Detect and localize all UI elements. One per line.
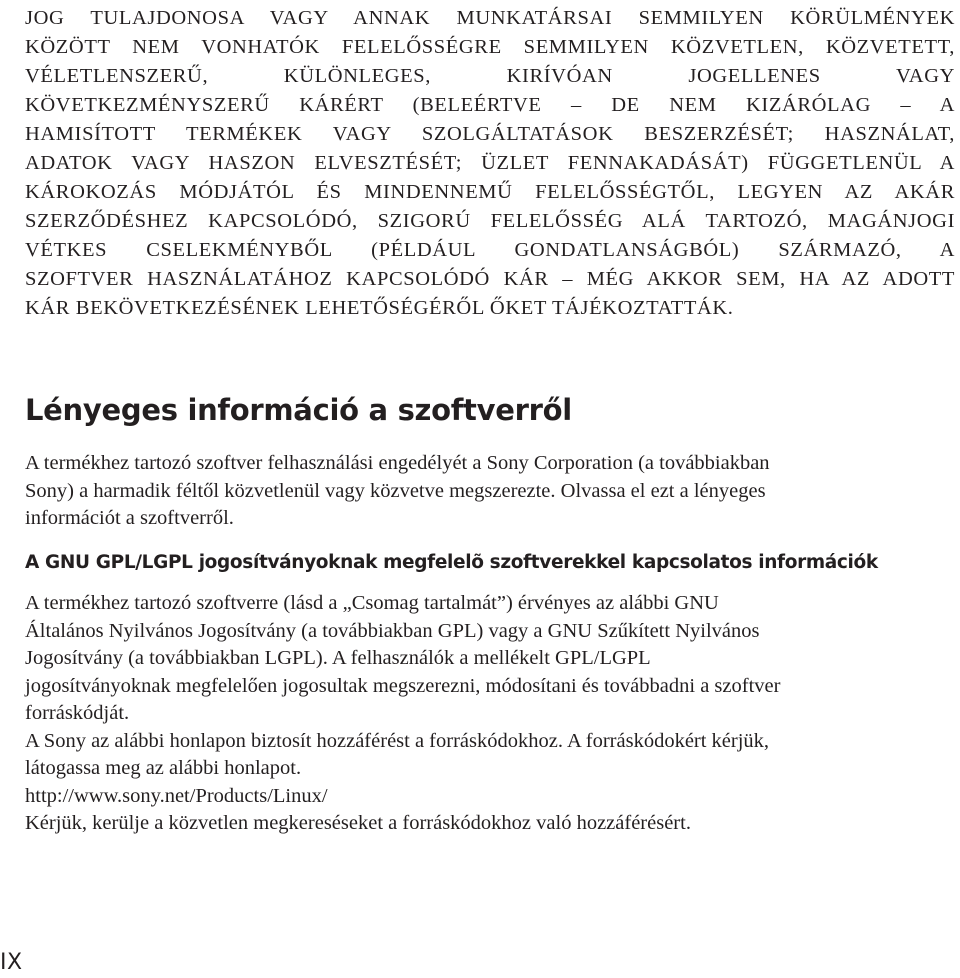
gpl-line: Kérjük, kerülje a közvetlen megkereséseket a forráskódokhoz való hozzáférésért.: [25, 812, 691, 834]
gpl-line: látogassa meg az alábbi honlapot.: [25, 757, 302, 779]
disclaimer-line: VÉLETLENSZERŰ, KÜLÖNLEGES, KIRÍVÓAN JOGELLENES VAGY: [25, 65, 955, 87]
gpl-line: A termékhez tartozó szoftverre (lásd a „Csomag tartalmát”) érvényes az alábbi GNU: [25, 592, 719, 614]
disclaimer-line: KÖVETKEZMÉNYSZERŰ KÁRÉRT (BELEÉRTVE – DE NEM KIZÁRÓLAG – A: [25, 94, 955, 116]
disclaimer-line: VÉTKES CSELEKMÉNYBŐL (PÉLDÁUL GONDATLANSÁGBÓL) SZÁRMAZÓ, A: [25, 239, 955, 261]
disclaimer-block: [25, 4, 955, 323]
source-code-url: http://www.sony.net/Products/Linux/: [25, 784, 328, 807]
gpl-line: forráskódját.: [25, 702, 130, 724]
gpl-heading: A GNU GPL/LGPL jogosítványoknak megfelelõ szoftverekkel kapcsolatos információk: [25, 552, 878, 573]
gpl-line: A Sony az alábbi honlapon biztosít hozzáférést a forráskódokhoz. A forráskódokért kérjük,: [25, 729, 770, 752]
gpl-paragraph: [25, 590, 955, 838]
intro-line: A termékhez tartozó szoftver felhasználási engedélyét a Sony Corporation (a továbbiakban: [25, 452, 770, 474]
disclaimer-line: SZERZŐDÉSHEZ KAPCSOLÓDÓ, SZIGORÚ FELELŐSSÉG ALÁ TARTOZÓ, MAGÁNJOGI: [25, 210, 955, 232]
disclaimer-line: ADATOK VAGY HASZON ELVESZTÉSÉT; ÜZLET FENNAKADÁSÁT) FÜGGETLENÜL A: [25, 152, 955, 174]
disclaimer-line: KÖZÖTT NEM VONHATÓK FELELŐSSÉGRE SEMMILYEN KÖZVETLEN, KÖZVETETT,: [25, 36, 955, 58]
disclaimer-line: HAMISÍTOTT TERMÉKEK VAGY SZOLGÁLTATÁSOK BESZERZÉSÉT; HASZNÁLAT,: [25, 123, 955, 145]
disclaimer-line: JOG TULAJDONOSA VAGY ANNAK MUNKATÁRSAI SEMMILYEN KÖRÜLMÉNYEK: [25, 7, 955, 29]
intro-paragraph: [25, 450, 955, 533]
page-number: IX: [0, 950, 23, 975]
disclaimer-line: SZOFTVER HASZNÁLATÁHOZ KAPCSOLÓDÓ KÁR – MÉG AKKOR SEM, HA AZ ADOTT: [25, 268, 955, 290]
intro-line: információt a szoftverről.: [25, 507, 234, 529]
section-heading: Lényeges információ a szoftverről: [25, 393, 572, 427]
gpl-line: jogosítványoknak megfelelően jogosultak megszerezni, módosítani és továbbadni a szoftver: [25, 674, 781, 697]
gpl-line: Általános Nyilvános Jogosítvány (a továbbiakban GPL) vagy a GNU Szűkített Nyilvános: [25, 619, 760, 642]
disclaimer-line: KÁR BEKÖVETKEZÉSÉNEK LEHETŐSÉGÉRŐL ŐKET TÁJÉKOZTATTÁK.: [25, 297, 734, 319]
intro-line: Sony) a harmadik féltől közvetlenül vagy közvetve megszerezte. Olvassa el ezt a lényeges: [25, 479, 766, 502]
gpl-line: Jogosítvány (a továbbiakban LGPL). A felhasználók a mellékelt GPL/LGPL: [25, 647, 651, 669]
disclaimer-line: KÁROKOZÁS MÓDJÁTÓL ÉS MINDENNEMŰ FELELŐSSÉGTŐL, LEGYEN AZ AKÁR: [25, 181, 955, 203]
